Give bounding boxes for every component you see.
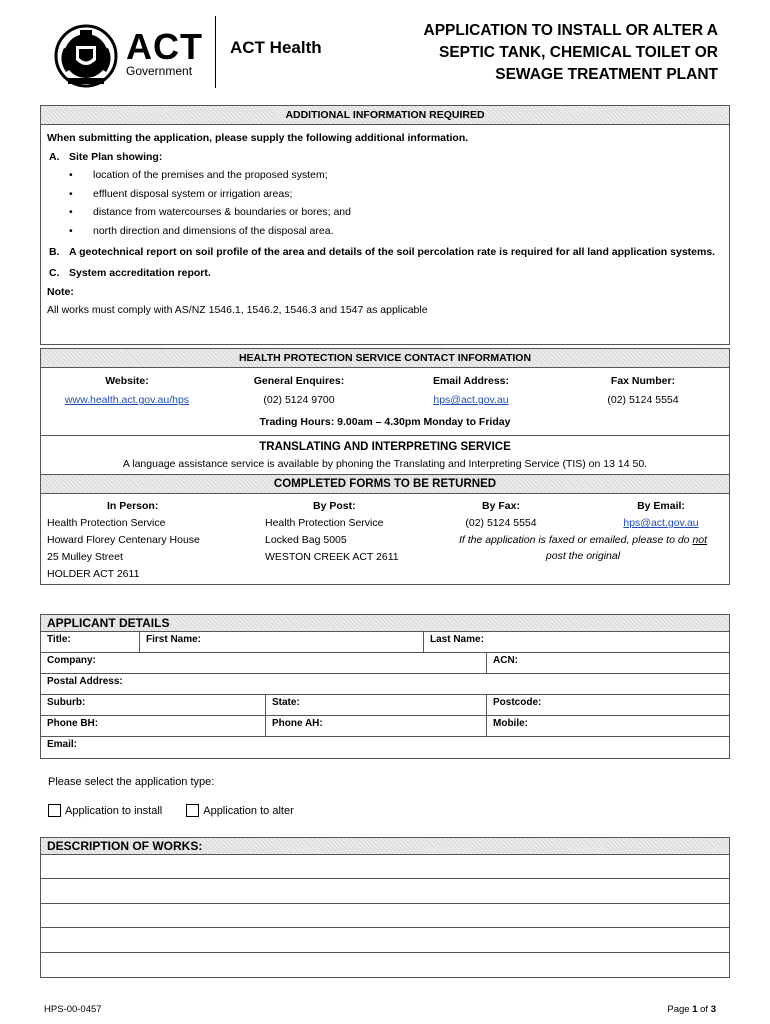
additional-info-section [40,105,730,345]
bullet-icon: • [69,169,73,182]
alter-label: Application to alter [203,804,294,817]
bullet-icon: • [69,224,73,237]
mobile-field[interactable]: Mobile: [493,718,528,729]
description-line[interactable] [41,953,729,977]
return-email-link[interactable]: hps@act.gov.au [623,517,699,529]
post-line: Locked Bag 5005 [265,534,347,546]
alter-checkbox[interactable] [186,804,199,817]
post-line: Health Protection Service [265,517,384,529]
header-divider [215,16,216,88]
post-line: WESTON CREEK ACT 2611 [265,551,399,563]
state-field[interactable]: State: [266,695,487,715]
phone-bh-field[interactable]: Phone BH: [41,716,266,736]
note-label: Note: [47,285,74,298]
fax-number: (02) 5124 5554 [607,394,679,406]
description-line[interactable] [41,879,729,903]
act-health-label: ACT Health [230,38,322,57]
install-checkbox[interactable] [48,804,61,817]
return-fax-number: (02) 5124 5554 [465,517,537,529]
page-header [40,14,730,94]
page-number: Page 1 of 3 [667,1004,716,1015]
in-person-line: Howard Florey Centenary House [47,534,200,546]
install-option[interactable] [48,804,162,817]
page-title [424,20,719,86]
description-line[interactable] [41,928,729,952]
in-person-line: 25 Mulley Street [47,551,123,563]
act-wordmark: ACT [126,26,203,67]
applicant-details-heading: APPLICANT DETAILS [41,615,729,632]
acn-field[interactable]: ACN: [493,655,518,666]
title-field[interactable]: Title: [41,632,140,652]
translating-heading: TRANSLATING AND INTERPRETING SERVICE [259,441,511,453]
enquiries-label: General Enquires: [253,375,345,387]
description-line[interactable] [41,904,729,928]
email-label: Email Address: [432,375,510,387]
applicant-details-form [40,614,730,759]
item-b-letter: B. [49,245,60,258]
postal-address-field[interactable]: Postal Address: [47,676,123,687]
title-line-1: APPLICATION TO INSTALL OR ALTER A [423,22,718,39]
contact-info-section [40,348,730,436]
fax-label: Fax Number: [610,375,676,387]
by-email-label: By Email: [637,500,685,512]
phone-ah-field[interactable]: Phone AH: [266,716,487,736]
additional-info-intro: When submitting the application, please supply the following additional information. [47,132,469,144]
application-type-options [48,804,318,817]
item-a-letter: A. [49,150,60,163]
in-person-line: Health Protection Service [47,517,166,529]
title-line-2: SEPTIC TANK, CHEMICAL TOILET OR [438,44,718,61]
translating-section [40,435,730,475]
additional-info-heading: ADDITIONAL INFORMATION REQUIRED [41,106,729,125]
bullet-item: distance from watercourses & boundaries or bores; and [93,206,351,219]
form-code: HPS-00-0457 [44,1004,102,1015]
item-c-text: System accreditation report. [69,267,211,280]
coat-of-arms-icon [50,18,122,90]
suburb-field[interactable]: Suburb: [41,695,266,715]
contact-info-heading: HEALTH PROTECTION SERVICE CONTACT INFORMATION [41,349,729,368]
first-name-field[interactable]: First Name: [140,632,424,652]
note-text: All works must comply with AS/NZ 1546.1, 1546.2, 1546.3 and 1547 as applicable [47,304,428,317]
website-label: Website: [105,375,149,387]
install-label: Application to install [65,804,163,817]
trading-hours: Trading Hours: 9.00am – 4.30pm Monday to Friday [41,410,729,436]
bullet-item: location of the premises and the proposed system; [93,169,328,182]
returned-heading: COMPLETED FORMS TO BE RETURNED [41,475,729,494]
government-wordmark: Government [126,64,193,78]
translating-text: A language assistance service is available by phoning the Translating and Interpreting Service (TIS) on 13 14 50. [122,458,648,470]
enquiries-phone: (02) 5124 9700 [263,394,335,406]
description-heading: DESCRIPTION OF WORKS: [41,838,729,855]
company-field[interactable]: Company: [41,653,487,673]
bullet-item: effluent disposal system or irrigation areas; [93,187,293,200]
bullet-icon: • [69,187,73,200]
item-a-text: Site Plan showing: [69,150,163,163]
description-line[interactable] [41,855,729,879]
by-fax-label: By Fax: [482,500,520,512]
email-link[interactable]: hps@act.gov.au [433,394,509,406]
postcode-field[interactable]: Postcode: [493,697,542,708]
bullet-icon: • [69,206,73,219]
email-field[interactable]: Email: [47,739,78,750]
in-person-label: In Person: [107,500,159,512]
in-person-line: HOLDER ACT 2611 [47,568,140,580]
application-type-prompt: Please select the application type: [48,776,215,788]
item-c-letter: C. [49,267,60,280]
alter-option[interactable] [186,804,294,817]
fax-email-note: If the application is faxed or emailed, please to do not post the original [458,534,708,562]
last-name-field[interactable]: Last Name: [430,634,484,645]
returned-section [40,474,730,585]
by-post-label: By Post: [313,500,356,512]
website-link[interactable]: www.health.act.gov.au/hps [64,394,190,406]
description-of-works-section [40,837,730,978]
title-line-3: SEWAGE TREATMENT PLANT [495,66,718,83]
bullet-item: north direction and dimensions of the disposal area. [93,224,334,237]
item-b-text: A geotechnical report on soil profile of the area and details of the soil percolation rate is required for all land application systems. [69,245,716,258]
act-government-logo [50,18,203,90]
